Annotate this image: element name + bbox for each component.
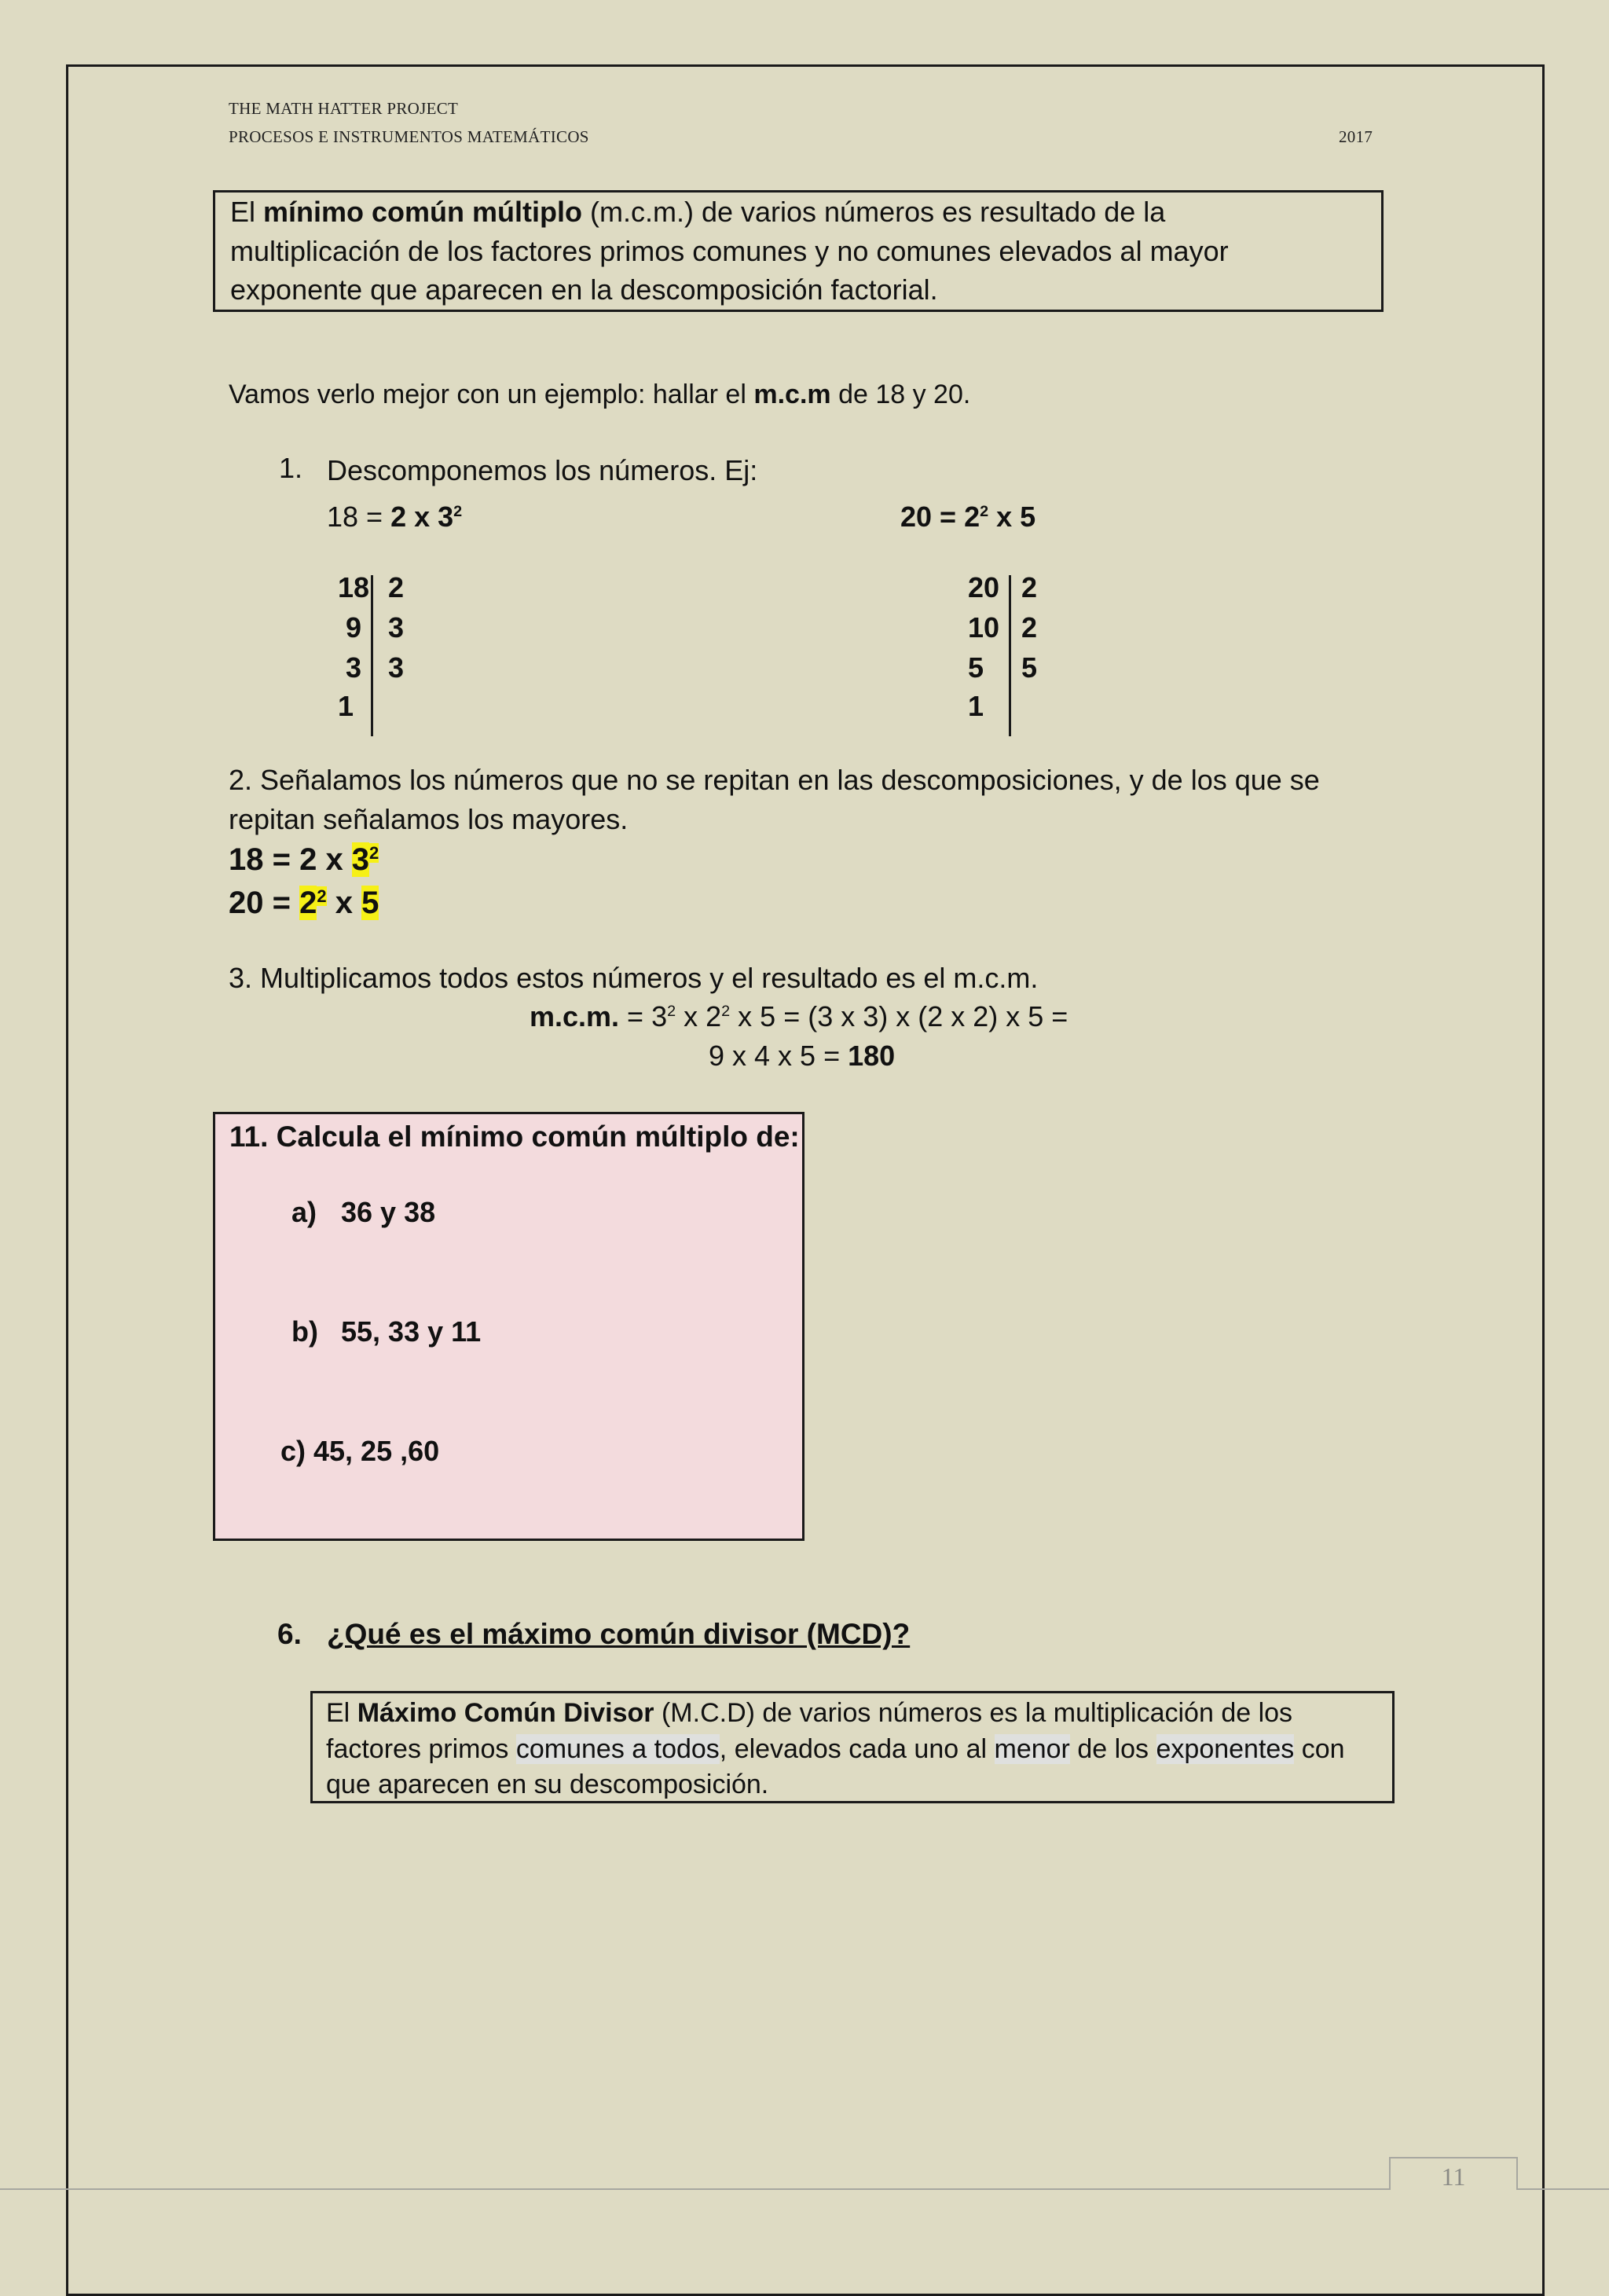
- section6-title: ¿Qué es el máximo común divisor (MCD)?: [327, 1618, 911, 1650]
- division-20-right-0: 2: [1021, 571, 1038, 603]
- mcm-definition-line-2: multiplicación de los factores primos comunes y no comunes elevados al mayor: [230, 235, 1229, 267]
- highlight-row-18: 18 = 2 x $3^2$: [229, 842, 379, 877]
- exercise-b-label: b): [291, 1315, 318, 1348]
- mcd-definition-line-2: factores primos comunes a todos, elevados cada uno al menor de los exponentes con: [326, 1734, 1345, 1764]
- division-18-left-3: 1: [338, 690, 354, 722]
- exercise-title: 11. Calcula el mínimo común múltiplo de:: [229, 1120, 800, 1153]
- division-18-bar: [371, 575, 373, 736]
- division-18-left-1: 9: [346, 611, 362, 644]
- step1-number: 1.: [279, 452, 303, 484]
- exercise-a-text: 36 y 38: [341, 1196, 436, 1228]
- exercise-b-text: 55, 33 y 11: [341, 1315, 482, 1348]
- header-subtitle: PROCESOS E INSTRUMENTOS MATEMÁTICOS: [229, 127, 589, 146]
- step3-text: 3. Multiplicamos todos estos números y el resultado es el m.c.m.: [229, 962, 1039, 994]
- exercise-box: [213, 1112, 804, 1541]
- division-18-left-2: 3: [346, 651, 362, 684]
- division-20-left-3: 1: [968, 690, 984, 722]
- highlight-5: 5: [361, 886, 379, 920]
- page-number: 11: [1389, 2157, 1518, 2190]
- mcd-definition-box: [310, 1691, 1395, 1803]
- header-project: THE MATH HATTER PROJECT: [229, 99, 459, 118]
- mcm-formula-line-2: 9 x 4 x 5 = 180: [709, 1040, 896, 1072]
- highlight-row-20: $20 = 2^2$ x 5: [229, 886, 379, 920]
- mcm-definition-line-1: El mínimo común múltiplo (m.c.m.) de varios números es resultado de la: [230, 196, 1166, 228]
- mcd-definition-line-1: El Máximo Común Divisor (M.C.D) de varios números es la multiplicación de los: [326, 1698, 1293, 1728]
- division-18-right-2: 3: [388, 651, 405, 684]
- step2-line-1: 2. Señalamos los números que no se repitan en las descomposiciones, y de los que se: [229, 764, 1320, 796]
- exercise-a-label: a): [291, 1196, 317, 1228]
- factorization-18: 18 = 2 x $3^2$: [327, 501, 463, 533]
- division-20-left-1: 10: [968, 611, 1000, 644]
- mcm-definition-box: [213, 190, 1384, 312]
- division-20-left-2: 5: [968, 651, 984, 684]
- highlight-2: 2: [299, 886, 317, 920]
- division-18-left-0: 18: [338, 571, 370, 603]
- division-20-left-0: 20: [968, 571, 1000, 603]
- section6-number: 6.: [277, 1618, 302, 1650]
- step2-line-2: repitan señalamos los mayores.: [229, 803, 629, 835]
- intro-text: Vamos verlo mejor con un ejemplo: hallar el m.c.m de 18 y 20.: [229, 380, 971, 409]
- mcd-definition-line-3: que aparecen en su descomposición.: [326, 1770, 769, 1799]
- header-year: 2017: [1339, 127, 1373, 146]
- mcm-definition-line-3: exponente que aparecen en la descomposición factorial.: [230, 273, 938, 306]
- division-18-right-1: 3: [388, 611, 405, 644]
- exercise-c-text: c) 45, 25 ,60: [280, 1435, 440, 1467]
- division-18-right-0: 2: [388, 571, 405, 603]
- division-20-right-1: 2: [1021, 611, 1038, 644]
- mcm-formula-line-1: m.c.m. = $3^2$ x $2^2$ x 5 = (3 x 3) x (2 x 2) x 5 =: [530, 1000, 1068, 1032]
- division-20-bar: [1009, 575, 1011, 736]
- factorization-20: $20 = 2^2$ x 5: [900, 501, 1036, 533]
- highlight-3: 3: [351, 842, 370, 877]
- footer-line: [0, 2188, 1609, 2190]
- step1-text: Descomponemos los números. Ej:: [327, 454, 758, 486]
- division-20-right-2: 5: [1021, 651, 1038, 684]
